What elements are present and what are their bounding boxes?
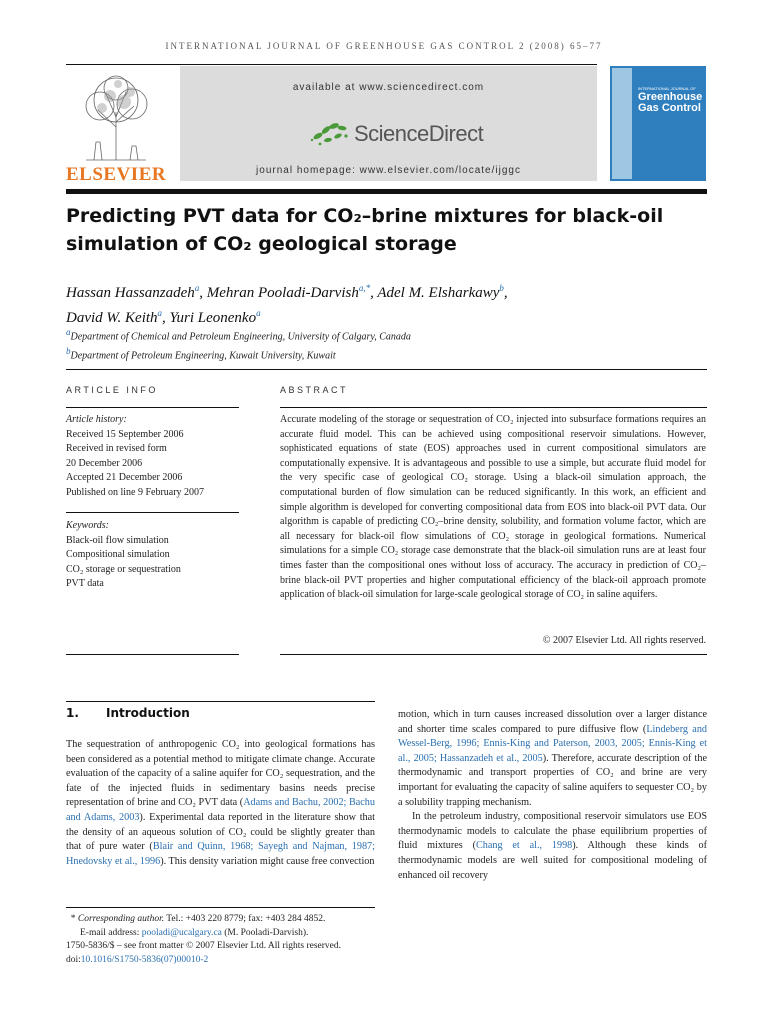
section-number: 1. [66,706,79,720]
history-item: Received 15 September 2006 [66,428,184,440]
corresponding-label: Corresponding author. [77,914,165,924]
history-item: Received in revised form [66,443,167,455]
affiliation-item [66,325,706,344]
info-bottom-rule [66,654,239,655]
cover-small-text: INTERNATIONAL JOURNAL OF [638,86,696,91]
section-heading-introduction [66,706,190,720]
cover-spine [612,68,632,179]
doi-label: doi: [66,954,81,965]
body-text: ). This density variation might cause free convection [160,855,375,867]
author-name[interactable]: David W. Keith [66,310,158,326]
email-note [66,927,466,941]
body-text: motion, which in turn causes increased dissolution over a larger distance and shorter time scales compared to pure diffusive flow ( [398,709,707,735]
keyword-item: Compositional simulation [66,549,170,561]
author-affil-mark[interactable]: a [194,283,200,293]
author-separator: , [370,285,378,301]
affiliation-text: Department of Petroleum Engineering, Kuwait University, Kuwait [70,350,336,362]
intro-left-column [66,738,375,869]
body-text: In the petroleum industry, compositional reservoir simulators use EOS thermodynamic models to calculate the phase equilibrium properties of fluid mixtures ( [398,811,707,852]
journal-running-header: INTERNATIONAL JOURNAL OF GREENHOUSE GAS CONTROL 2 (2008) 65–77 [165,41,603,51]
author-affil-mark[interactable]: b [499,283,504,293]
author-separator: , [162,310,170,326]
citation-link[interactable]: Chang et al., 1998 [475,840,573,852]
body-text: ). Experimental data reported in the literature show that the density of an aqueous solution of CO₂ could be slightly greater than that of pure water ( [66,811,375,853]
elsevier-logo[interactable] [66,72,166,184]
abstract-rule [280,407,707,408]
keywords-label: Keywords: [66,520,109,531]
keywords [66,519,246,592]
affiliation-mark: b [66,346,71,357]
keyword-item: PVT data [66,578,104,590]
author-separator: , [503,285,508,301]
keyword-item: Black-oil flow simulation [66,534,169,546]
author-name[interactable]: Mehran Pooladi-Darvish [206,285,359,301]
body-text: ). Therefore, accurate description of the thermodynamic and transport properties of CO₂ and brine are very important for evaluating the capacity of saline aquifers to sequester CO₂ by a solubility trapping mechanism. [398,752,707,808]
sciencedirect-wordmark: ScienceDirect [354,121,484,146]
intro-right-column [398,708,707,883]
affiliation-mark: a [66,327,71,337]
sciencedirect-leaf-icon [308,118,352,148]
author-separator: , [199,285,207,301]
intro-paragraph-1 [66,738,375,869]
article-history-label: Article history: [66,414,127,425]
citation-link[interactable]: Lindeberg and Wessel-Berg, 1996; Ennis-King and Paterson, 2003, 2005; Ennis-King et al., 2005; Hassanzadeh et al., 2005 [398,723,708,764]
issn-line: 1750-5836/$ – see front matter © 2007 Elsevier Ltd. All rights reserved. [66,941,342,951]
author-list [66,278,706,328]
footnotes [66,913,466,967]
info-top-rule [66,369,707,370]
author-name[interactable]: Yuri Leonenko [169,310,257,326]
article-history [66,413,246,501]
abstract-heading: ABSTRACT [280,385,349,395]
article-info-rule [66,407,239,408]
keywords-rule [66,512,239,513]
history-item: Published on line 9 February 2007 [66,486,205,498]
title-line-2: simulation of CO₂ geological storage [66,233,457,255]
citation-link[interactable]: Adams and Bachu, 2002; Bachu and Adams, 2003 [66,797,375,823]
sciencedirect-availability[interactable]: available at www.sciencedirect.com [292,82,485,93]
intro-paragraph-3 [398,810,707,883]
article-title [66,202,706,258]
cover-title: Greenhouse Gas Control [638,91,703,114]
body-text: The sequestration of anthropogenic CO₂ into geological formations has been considered as a potential method to mitigate climate change. Accurate evaluation of the capacity of a saline aquifer for CO₂ sequestration, and the fate of the injected fluids in sedimentary basins needs precise representation of brine and CO₂ PVT data ( [66,739,375,809]
email-link[interactable]: pooladi@ucalgary.ca [141,927,222,938]
journal-cover[interactable] [610,66,706,181]
email-owner: (M. Pooladi-Darvish). [221,927,309,938]
author-name[interactable]: Hassan Hassanzadeh [66,285,195,301]
email-label: E-mail address: [80,927,142,938]
elsevier-wordmark: ELSEVIER [66,164,167,185]
intro-paragraph-2 [398,708,707,810]
history-item: 20 December 2006 [66,457,143,469]
history-item: Accepted 21 December 2006 [66,472,183,484]
footnote-rule [66,907,375,908]
doi-link[interactable]: 10.1016/S1750-5836(07)00010-2 [80,954,209,965]
title-line-1: Predicting PVT data for CO₂–brine mixtures for black-oil [66,205,664,227]
author-name[interactable]: Adel M. Elsharkawy [377,285,500,301]
masthead-divider [66,189,707,194]
sciencedirect-logo[interactable] [308,118,484,152]
corresponding-author-note: * Corresponding author. Tel.: +403 220 8779; fax: +403 284 4852. [66,914,326,924]
corresponding-contact: Tel.: +403 220 8779; fax: +403 284 4852. [164,914,326,924]
author-affil-mark[interactable]: a [256,308,261,318]
doi-line [66,954,466,968]
affiliations [66,325,706,364]
keyword-item: CO₂ storage or sequestration [66,563,181,575]
body-text: ). Although these kinds of thermodynamic models are well suited for compositional modeling of enhanced oil recovery [398,840,707,881]
author-affil-mark[interactable]: a,* [358,283,371,293]
abstract-text: Accurate modeling of the storage or sequestration of CO₂ injected into subsurface formations requires an accurate fluid model. This can be achieved using compositional reservoir simulations. However, sophisticated equations of state (EOS) approaches used in current compositional simulators are computationally expensive. It is advantageous and possible to use a simple, but accurate fluid model for the very specific case of geological CO₂ storage. Using a black-oil simulation approach, the computational burden of flow simulation can be reduced significantly. In this work, an efficient and simple algorithm is developed for converting compositional data from EOS into black-oil PVT data. Our algorithm is capable of predicting CO₂–brine density, solubility, and formation volume factor, which are all necessary for black-oil flow simulations of CO₂ storage in geological formations. Numerical simulations for a simple CO₂ storage case demonstrate that the black-oil simulation runs are at least four times faster than the compositional ones without loss of accuracy. The accuracy in prediction of CO₂–brine black-oil PVT properties and higher computational efficiency of the black-oil approach promote application of black-oil simulation for large-scale geological storage of CO₂ in saline aquifers. [280,414,706,601]
masthead-top-rule [66,64,597,65]
section-title: Introduction [106,706,190,720]
journal-homepage-link[interactable]: journal homepage: www.elsevier.com/locate/ijggc [256,165,521,176]
author-affil-mark[interactable]: a [157,308,163,318]
intro-rule [66,701,375,702]
affiliation-item [66,344,706,363]
elsevier-tree-icon [66,72,166,162]
affiliation-text: Department of Chemical and Petroleum Engineering, University of Calgary, Canada [70,331,411,343]
abstract-copyright: © 2007 Elsevier Ltd. All rights reserved. [542,635,706,646]
article-info-heading: ARTICLE INFO [66,385,158,395]
abstract-bottom-rule [280,654,707,655]
citation-link[interactable]: Blair and Quinn, 1968; Sayegh and Najman, 1987; Hnedovsky et al., 1996 [66,841,375,867]
